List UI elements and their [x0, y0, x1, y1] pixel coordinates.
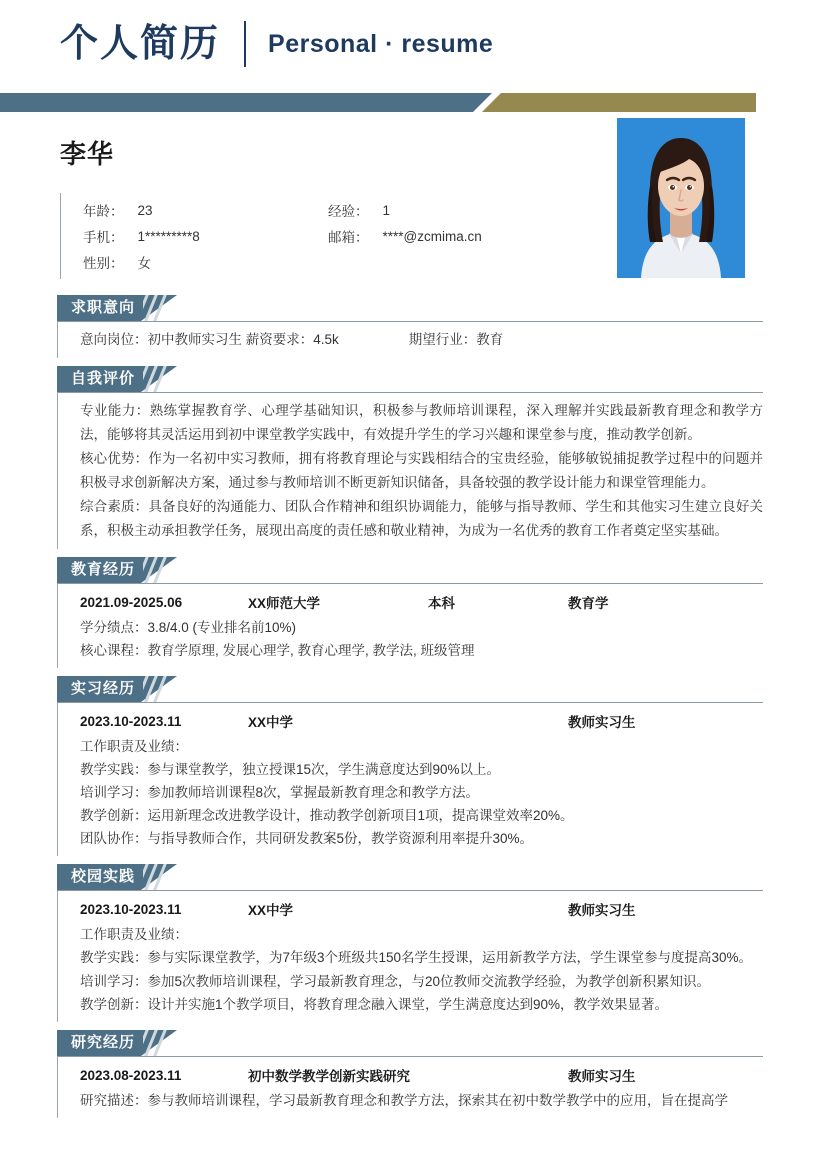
page-title: 个人简历	[60, 23, 221, 65]
info-value: 女	[137, 256, 151, 271]
section-header-education	[57, 557, 237, 583]
campus-entry-header	[80, 897, 763, 921]
objective-position-salary: 意向岗位：初中教师实习生 薪资要求：4.5k	[80, 332, 339, 347]
info-label: 年龄：	[83, 204, 124, 219]
internship-line: 工作职责及业绩：	[80, 739, 188, 754]
info-field-age	[83, 200, 328, 220]
section-title: 自我评价	[71, 370, 136, 387]
info-field-phone	[83, 226, 328, 246]
info-label: 手机：	[83, 230, 124, 245]
info-label: 邮箱：	[328, 230, 369, 245]
education-entry-header	[80, 590, 763, 614]
diagonal-stripes-icon	[143, 557, 199, 583]
header-bar-blue	[0, 93, 492, 112]
section-objective	[0, 295, 820, 358]
diagonal-stripes-icon	[143, 1030, 199, 1056]
info-field-email	[328, 226, 573, 246]
info-label: 经验：	[328, 204, 369, 219]
title-divider	[244, 21, 246, 67]
education-school: XX师范大学	[248, 596, 321, 611]
objective-row	[80, 328, 763, 352]
section-body-objective	[57, 321, 763, 358]
campus-line: 教学创新：设计并实施1个教学项目，将教育理念融入课堂，学生满意度达到90%，教学效果显著。	[80, 997, 669, 1012]
diagonal-stripes-icon	[143, 864, 199, 890]
section-body-internship	[57, 702, 763, 856]
internship-role: 教师实习生	[568, 715, 636, 730]
section-title: 实习经历	[71, 680, 136, 697]
section-header-self-evaluation	[57, 366, 237, 392]
person-name: 李华	[60, 139, 115, 169]
document-header	[0, 0, 820, 112]
header-bar-gold	[482, 93, 756, 112]
campus-date: 2023.10-2023.11	[80, 901, 182, 917]
internship-line: 团队协作：与指导教师合作，共同研发教案5份，教学资源利用率提升30%。	[80, 831, 534, 846]
section-header-internship	[57, 676, 237, 702]
section-research	[0, 1030, 820, 1118]
section-body-education	[57, 583, 763, 668]
paragraph-core-strength: 核心优势：作为一名初中实习教师，拥有将教育理论与实践相结合的宝贵经验，能够敏锐捕捉教学过程中的问题并积极寻求创新解决方案，通过参与教师培训不断更新知识储备，具备较强的教学设计能力和课堂管理能力。	[80, 451, 763, 490]
info-field-experience	[328, 200, 573, 220]
paragraph-comprehensive-quality: 综合素质：具备良好的沟通能力、团队合作精神和组织协调能力，能够与指导教师、学生和其他实习生建立良好关系，积极主动承担教学任务，展现出高度的责任感和敬业精神，为成为一名优秀的教育工作者奠定坚实基础。	[80, 499, 763, 538]
internship-line: 教学实践：参与课堂教学，独立授课15次，学生满意度达到90%以上。	[80, 762, 501, 777]
research-date: 2023.08-2023.11	[80, 1067, 182, 1083]
research-role: 教师实习生	[568, 1069, 636, 1084]
info-row	[83, 249, 560, 275]
section-header-research	[57, 1030, 237, 1056]
info-value: 1*********8	[137, 228, 200, 244]
title-row	[0, 0, 820, 65]
research-line: 研究描述：参与教师培训课程，学习最新教育理念和教学方法，探索其在初中数学教学中的应用，旨在提高学	[80, 1093, 728, 1108]
section-title: 研究经历	[71, 1034, 136, 1051]
info-field-gender	[83, 252, 328, 272]
diagonal-stripes-icon	[143, 676, 199, 702]
section-campus-practice	[0, 864, 820, 1022]
internship-org: XX中学	[248, 715, 294, 730]
section-title: 教育经历	[71, 561, 136, 578]
research-entry-header	[80, 1063, 763, 1087]
section-education	[0, 557, 820, 668]
education-courses-line: 核心课程：教育学原理, 发展心理学, 教育心理学, 教学法, 班级管理	[80, 643, 475, 658]
profile-photo	[617, 118, 745, 278]
section-body-research	[57, 1056, 763, 1118]
section-title: 求职意向	[71, 299, 136, 316]
research-topic: 初中数学教学创新实践研究	[248, 1069, 410, 1084]
profile-photo-image	[617, 118, 745, 278]
info-value: ****@zcmima.cn	[382, 228, 482, 244]
campus-line: 工作职责及业绩：	[80, 927, 188, 942]
internship-line: 培训学习：参加教师培训课程8次，掌握最新教育理念和教学方法。	[80, 785, 480, 800]
info-value: 1	[382, 202, 391, 218]
personal-info-grid	[60, 193, 560, 279]
campus-role: 教师实习生	[568, 903, 636, 918]
identity-block	[0, 112, 820, 287]
campus-line: 教学实践：参与实际课堂教学，为7年级3个班级共150名学生授课，运用新教学方法，学生课堂参与度提高30%。	[80, 950, 753, 965]
info-label: 性别：	[83, 256, 124, 271]
page-subtitle: Personal · resume	[268, 29, 494, 58]
campus-org: XX中学	[248, 903, 294, 918]
education-gpa-line: 学分绩点：3.8/4.0 (专业排名前10%)	[80, 620, 297, 635]
section-body-self-evaluation	[57, 392, 763, 549]
diagonal-stripes-icon	[143, 295, 199, 321]
education-degree: 本科	[428, 596, 455, 611]
section-self-evaluation	[0, 366, 820, 549]
diagonal-stripes-icon	[143, 366, 199, 392]
info-value: 23	[137, 202, 153, 218]
paragraph-professional-ability: 专业能力：熟练掌握教育学、心理学基础知识，积极参与教师培训课程，深入理解并实践最新教育理念和教学方法，能够将其灵活运用到初中课堂教学实践中，有效提升学生的学习兴趣和课堂参与度，推动教学创新。	[80, 403, 763, 442]
section-header-objective	[57, 295, 237, 321]
education-major: 教育学	[568, 596, 609, 611]
info-row	[83, 197, 560, 223]
section-body-campus-practice	[57, 890, 763, 1022]
objective-industry: 期望行业：教育	[408, 332, 504, 347]
internship-line: 教学创新：运用新理念改进教学设计，推动教学创新项目1项，提高课堂效率20%。	[80, 808, 574, 823]
info-row	[83, 223, 560, 249]
section-header-campus-practice	[57, 864, 237, 890]
education-date: 2021.09-2025.06	[80, 594, 183, 610]
header-accent-bars	[0, 93, 820, 112]
internship-date: 2023.10-2023.11	[80, 713, 182, 729]
section-title: 校园实践	[71, 868, 136, 885]
internship-entry-header	[80, 709, 763, 733]
campus-line: 培训学习：参加5次教师培训课程，学习最新教育理念，与20位教师交流教学经验，为教学创新积累知识。	[80, 974, 711, 989]
section-internship	[0, 676, 820, 856]
